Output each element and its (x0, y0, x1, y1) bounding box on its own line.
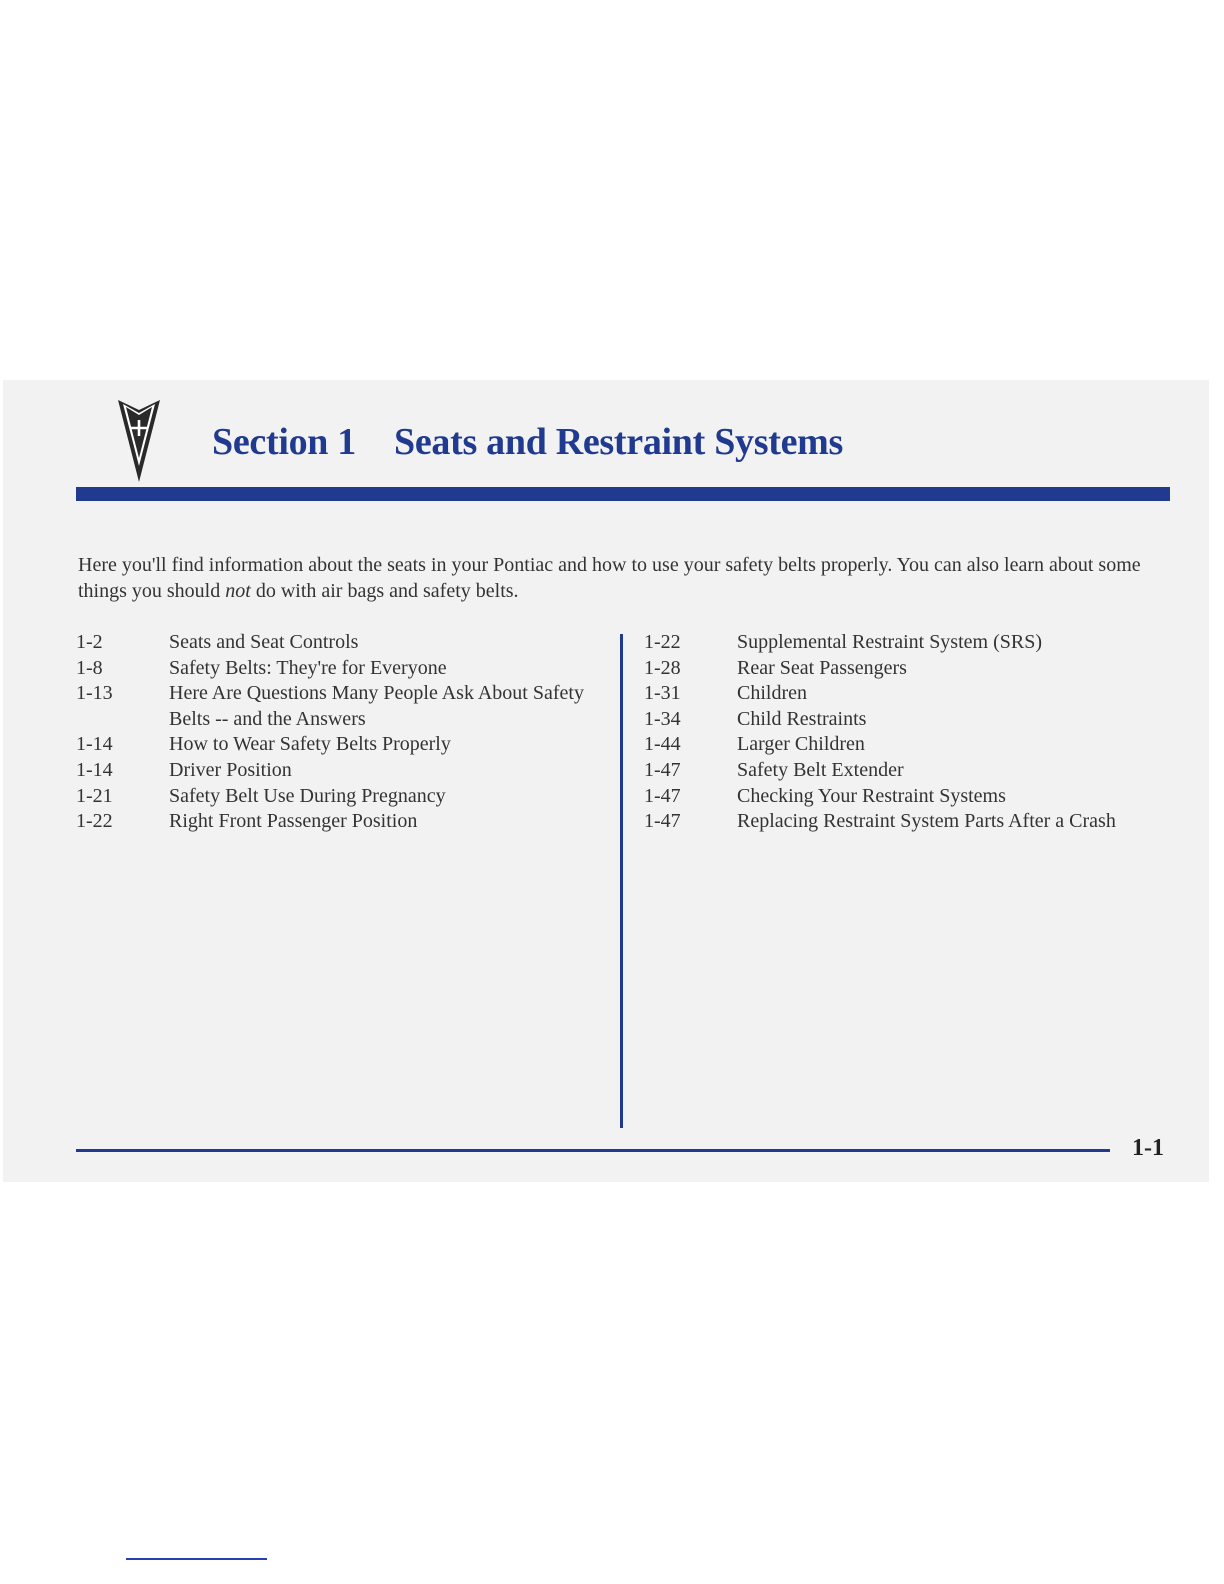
toc-page-number: 1-31 (644, 682, 681, 705)
toc-entry[interactable] (644, 784, 1164, 810)
toc-page-number: 1-22 (76, 810, 113, 833)
toc-page-number: 1-34 (644, 707, 681, 730)
toc-entry-title: Child Restraints (737, 707, 867, 730)
toc-entry[interactable] (76, 784, 616, 810)
toc-entry-title: Seats and Seat Controls (169, 631, 359, 653)
toc-entry[interactable] (644, 758, 1164, 784)
toc-entry-title: Children (737, 682, 807, 705)
intro-emphasis: not (225, 580, 251, 602)
toc-page-number: 1-13 (76, 682, 113, 705)
toc-entry-title: Supplemental Restraint System (SRS) (737, 631, 1042, 653)
toc-entry[interactable] (644, 707, 1164, 733)
toc-entry[interactable] (644, 809, 1164, 835)
footer-rule (76, 1149, 1110, 1152)
toc-entry-title: Driver Position (169, 758, 292, 781)
toc-page-number: 1-2 (76, 631, 103, 653)
toc-entry-title: Replacing Restraint System Parts After a Crash (737, 810, 1116, 833)
intro-text-end: do with air bags and safety belts. (250, 580, 519, 602)
toc-page-number: 1-14 (76, 758, 113, 781)
toc-entry[interactable] (76, 630, 616, 656)
toc-entry-title: Right Front Passenger Position (169, 810, 418, 833)
section-heading (212, 420, 843, 464)
toc-left-column (76, 630, 616, 835)
toc-page-number: 1-8 (76, 656, 103, 679)
toc-page-number: 1-22 (644, 631, 681, 653)
toc-entry-title: Checking Your Restraint Systems (737, 784, 1006, 807)
column-divider (620, 634, 623, 1128)
toc-entry-title: Here Are Questions Many People Ask About Safety Belts -- and the Answers (169, 682, 584, 730)
bottom-rule (126, 1558, 267, 1560)
toc-entry[interactable] (76, 656, 616, 682)
toc-entry[interactable] (644, 732, 1164, 758)
toc-entry-title: Larger Children (737, 733, 865, 756)
section-label: Section 1 (212, 421, 357, 463)
toc-entry-title: How to Wear Safety Belts Properly (169, 733, 451, 756)
toc-entry[interactable] (644, 630, 1164, 656)
toc-entry[interactable] (644, 656, 1164, 682)
toc-entry[interactable] (76, 681, 616, 732)
toc-entry[interactable] (644, 681, 1164, 707)
toc-page-number: 1-28 (644, 656, 681, 679)
toc-page-number: 1-47 (644, 758, 681, 781)
intro-paragraph (78, 552, 1178, 604)
toc-entry[interactable] (76, 758, 616, 784)
toc-right-column (644, 630, 1164, 835)
toc-page-number: 1-14 (76, 733, 113, 756)
toc-entry-title: Safety Belts: They're for Everyone (169, 656, 447, 679)
page-number: 1-1 (1132, 1135, 1164, 1161)
toc-entry-title: Safety Belt Extender (737, 758, 904, 781)
toc-page-number: 1-47 (644, 784, 681, 807)
toc-entry-title: Rear Seat Passengers (737, 656, 907, 679)
toc-entry[interactable] (76, 809, 616, 835)
toc-entry[interactable] (76, 732, 616, 758)
intro-text: Here you'll find information about the seats in your Pontiac and how to use your safety belts properly. You can also learn about some things you should (78, 554, 1141, 602)
section-title: Seats and Restraint Systems (394, 421, 843, 463)
toc-page-number: 1-21 (76, 784, 113, 807)
toc-entry-title: Safety Belt Use During Pregnancy (169, 784, 446, 807)
toc-page-number: 1-47 (644, 810, 681, 833)
title-rule (76, 487, 1170, 501)
pontiac-arrowhead-icon (116, 396, 162, 484)
toc-page-number: 1-44 (644, 733, 681, 756)
